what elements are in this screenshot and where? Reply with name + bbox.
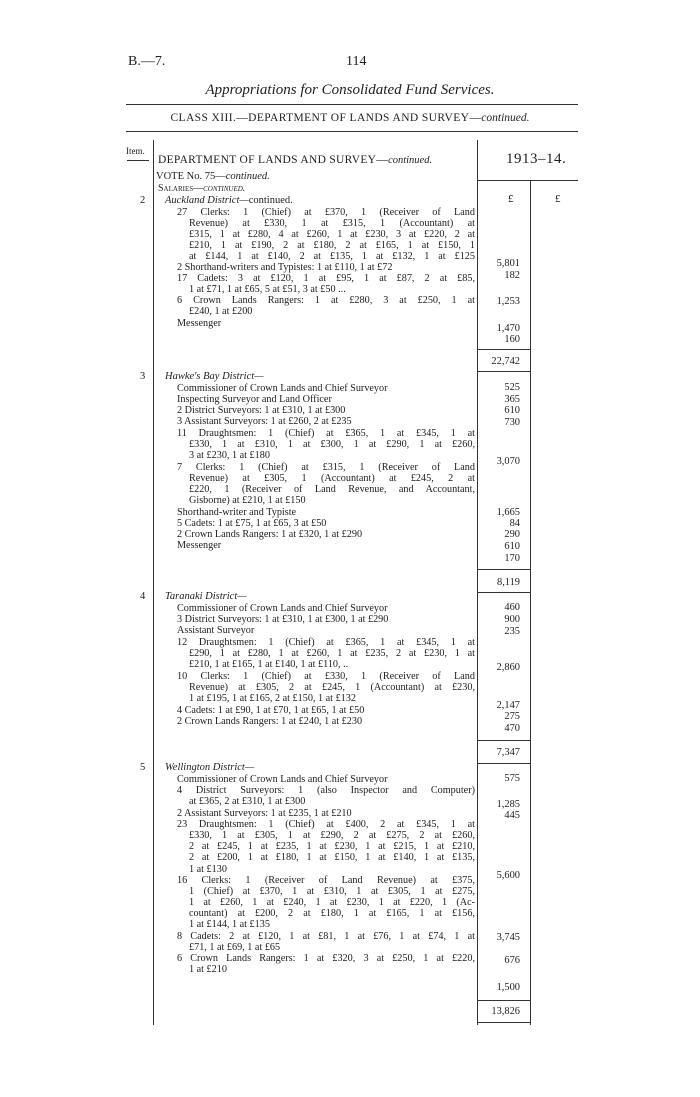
department-heading-main: DEPARTMENT OF LANDS AND SURVEY— bbox=[158, 154, 389, 166]
line-item: 6 Crown Lands Rangers: 1 at £280, 3 at £250, 1 at bbox=[177, 295, 475, 306]
line-item: 1 at £195, 1 at £165, 2 at £150, 1 at £132 bbox=[189, 693, 356, 704]
amount: 275 bbox=[504, 711, 520, 722]
item-column-header: Item. bbox=[126, 146, 145, 156]
district-name: Auckland District— bbox=[165, 195, 249, 206]
line-item: £210, 1 at £190, 2 at £180, 2 at £165, 1 at £150, 1 bbox=[189, 240, 475, 251]
amount: 3,745 bbox=[496, 932, 520, 943]
line-item: Gisborne) at £210, 1 at £150 bbox=[189, 495, 306, 506]
salaries-heading-main: Salaries— bbox=[158, 183, 204, 194]
district-total: 22,742 bbox=[491, 356, 520, 367]
class-title-main: CLASS XIII.—DEPARTMENT OF LANDS AND SURVEY— bbox=[170, 112, 482, 124]
line-item: Inspecting Surveyor and Land Officer bbox=[177, 394, 332, 405]
line-item: £71, 1 at £69, 1 at £65 bbox=[189, 942, 281, 953]
line-item: 7 Clerks: 1 (Chief) at £315, 1 (Receiver of Land bbox=[177, 462, 475, 473]
subtotal-rule bbox=[478, 569, 530, 570]
line-item: £290, 1 at £280, 1 at £260, 1 at £235, 2 at £230, 1 at bbox=[189, 648, 475, 659]
amount: 2,147 bbox=[496, 700, 520, 711]
department-heading-continued: continued. bbox=[388, 155, 433, 166]
amount: 610 bbox=[504, 405, 520, 416]
amount: 730 bbox=[504, 417, 520, 428]
item-number: 2 bbox=[140, 195, 146, 206]
line-item: 1 at £71, 1 at £65, 5 at £51, 3 at £50 ... bbox=[189, 284, 346, 295]
line-item: Messenger bbox=[177, 318, 222, 329]
title-rule bbox=[126, 104, 578, 105]
amount: 3,070 bbox=[496, 456, 520, 467]
line-item: 3 at £230, 1 at £180 bbox=[189, 450, 270, 461]
line-item: at £365, 2 at £310, 1 at £300 bbox=[189, 796, 306, 807]
amount-column-mid-rule bbox=[530, 180, 531, 1025]
amount: 1,253 bbox=[496, 296, 520, 307]
amount: 676 bbox=[504, 955, 520, 966]
line-item: 4 District Surveyors: 1 (also Inspector and Computer) bbox=[177, 785, 475, 796]
district-name-continued: continued. bbox=[248, 195, 293, 206]
amount: 365 bbox=[504, 394, 520, 405]
amount: 575 bbox=[504, 773, 520, 784]
line-item: 17 Cadets: 3 at £120, 1 at £95, 1 at £87, 2 at £85, bbox=[177, 273, 475, 284]
line-item: Revenue) at £305, 2 at £245, 1 (Accountant) at £230, bbox=[189, 682, 475, 693]
subtotal-rule bbox=[478, 740, 530, 741]
amount: 160 bbox=[504, 334, 520, 345]
vote-heading-continued: continued. bbox=[225, 171, 270, 182]
line-item: Revenue) at £330, 1 at £315, 1 (Accountant) at bbox=[189, 218, 475, 229]
line-item: Messenger bbox=[177, 540, 222, 551]
amount: 170 bbox=[504, 553, 520, 564]
line-item: 27 Clerks: 1 (Chief) at £370, 1 (Receiver of Land bbox=[177, 207, 475, 218]
line-item: Commissioner of Crown Lands and Chief Surveyor bbox=[177, 383, 388, 394]
line-item: 2 Crown Lands Rangers: 1 at £240, 1 at £230 bbox=[177, 716, 363, 727]
salaries-heading-continued: continued. bbox=[203, 183, 246, 194]
class-title bbox=[0, 112, 700, 124]
district-total: 7,347 bbox=[496, 747, 520, 758]
line-item: 3 District Surveyors: 1 at £310, 1 at £300, 1 at £290 bbox=[177, 614, 389, 625]
line-item: 10 Clerks: 1 (Chief) at £330, 1 (Receiver of Land bbox=[177, 671, 475, 682]
line-item: Shorthand-writer and Typiste bbox=[177, 507, 297, 518]
district-name: Hawke's Bay District— bbox=[165, 371, 264, 382]
line-item: 3 Assistant Surveyors: 1 at £260, 2 at £235 bbox=[177, 416, 352, 427]
line-item: £315, 1 at £280, 4 at £260, 1 at £230, 3 at £220, 2 at bbox=[189, 229, 475, 240]
line-item: 2 Assistant Surveyors: 1 at £235, 1 at £210 bbox=[177, 808, 352, 819]
currency-symbol-col1: £ bbox=[508, 193, 514, 205]
line-item: 1 at £130 bbox=[189, 864, 227, 875]
item-header-rule bbox=[127, 160, 149, 161]
amount: 290 bbox=[504, 529, 520, 540]
line-item: £220, 1 (Receiver of Land Revenue, and Accountant, bbox=[189, 484, 475, 495]
subtotal-rule bbox=[478, 592, 530, 593]
line-item: countant) at £200, 2 at £180, 1 at £165, 1 at £156, bbox=[189, 908, 475, 919]
amount: 610 bbox=[504, 541, 520, 552]
page-title: Appropriations for Consolidated Fund Services. bbox=[205, 82, 495, 98]
amount: 235 bbox=[504, 626, 520, 637]
line-item: £330, 1 at £310, 1 at £300, 1 at £290, 1 at £260, bbox=[189, 439, 475, 450]
department-heading bbox=[158, 154, 432, 166]
subtotal-rule bbox=[478, 371, 530, 372]
subtotal-rule bbox=[478, 1022, 530, 1023]
item-column-rule bbox=[153, 140, 154, 1025]
line-item: 1 at £210 bbox=[189, 964, 227, 975]
subtotal-rule bbox=[478, 1000, 530, 1001]
line-item: Revenue) at £305, 1 (Accountant) at £245, 2 at bbox=[189, 473, 475, 484]
amount-column-left-rule bbox=[477, 140, 478, 1025]
district-total: 13,826 bbox=[491, 1006, 520, 1017]
amount: 470 bbox=[504, 723, 520, 734]
line-item: 2 District Surveyors: 1 at £310, 1 at £300 bbox=[177, 405, 346, 416]
amount: 1,470 bbox=[496, 323, 520, 334]
salaries-heading bbox=[158, 183, 245, 194]
line-item: £330, 1 at £305, 1 at £290, 2 at £275, 2 at £260, bbox=[189, 830, 475, 841]
line-item: 23 Draughtsmen: 1 (Chief) at £400, 2 at £345, 1 at bbox=[177, 819, 475, 830]
amount: 5,801 bbox=[496, 258, 520, 269]
line-item: 2 at £200, 1 at £180, 1 at £150, 1 at £140, 1 at £135, bbox=[189, 852, 475, 863]
line-item: 1 at £144, 1 at £135 bbox=[189, 919, 270, 930]
line-item: 2 at £245, 1 at £235, 1 at £230, 1 at £215, 1 at £210, bbox=[189, 841, 475, 852]
line-item: 1 (Chief) at £370, 1 at £310, 1 at £305, 1 at £275, bbox=[189, 886, 475, 897]
class-title-continued: continued. bbox=[481, 112, 530, 124]
item-number: 5 bbox=[140, 762, 146, 773]
line-item: 1 at £260, 1 at £240, 1 at £230, 1 at £220, 1 (Ac- bbox=[189, 897, 475, 908]
district-name: Taranaki District— bbox=[165, 591, 247, 602]
amount: 2,860 bbox=[496, 662, 520, 673]
amount: 84 bbox=[509, 518, 520, 529]
line-item: 2 Shorthand-writers and Typistes: 1 at £110, 1 at £72 bbox=[177, 262, 393, 273]
amount: 1,500 bbox=[496, 982, 520, 993]
amount: 1,285 bbox=[496, 799, 520, 810]
line-item: at £144, 1 at £140, 2 at £135, 1 at £132, 1 at £125 bbox=[189, 251, 475, 262]
line-item: 5 Cadets: 1 at £75, 1 at £65, 3 at £50 bbox=[177, 518, 327, 529]
amount: 1,665 bbox=[496, 507, 520, 518]
line-item: 6 Crown Lands Rangers: 1 at £320, 3 at £250, 1 at £220, bbox=[177, 953, 475, 964]
line-item: £240, 1 at £200 bbox=[189, 306, 253, 317]
line-item: Commissioner of Crown Lands and Chief Surveyor bbox=[177, 774, 388, 785]
line-item: £210, 1 at £165, 1 at £140, 1 at £110, .. bbox=[189, 659, 349, 670]
amount: 182 bbox=[504, 270, 520, 281]
line-item: 11 Draughtsmen: 1 (Chief) at £365, 1 at £345, 1 at bbox=[177, 428, 475, 439]
class-rule bbox=[126, 131, 578, 132]
line-item: 2 Crown Lands Rangers: 1 at £320, 1 at £290 bbox=[177, 529, 363, 540]
amount: 525 bbox=[504, 382, 520, 393]
page-number: 114 bbox=[346, 54, 367, 69]
district-heading bbox=[165, 195, 293, 206]
district-name: Wellington District— bbox=[165, 762, 255, 773]
line-item: Assistant Surveyor bbox=[177, 625, 255, 636]
currency-symbol-col2: £ bbox=[555, 193, 561, 205]
year-header-rule bbox=[478, 180, 578, 181]
item-number: 4 bbox=[140, 591, 146, 602]
line-item: 8 Cadets: 2 at £120, 1 at £81, 1 at £76, 1 at £74, 1 at bbox=[177, 931, 475, 942]
subtotal-rule bbox=[478, 763, 530, 764]
amount: 5,600 bbox=[496, 870, 520, 881]
amount: 900 bbox=[504, 614, 520, 625]
line-item: 4 Cadets: 1 at £90, 1 at £70, 1 at £65, 1 at £50 bbox=[177, 705, 365, 716]
line-item: 12 Draughtsmen: 1 (Chief) at £365, 1 at £345, 1 at bbox=[177, 637, 475, 648]
district-total: 8,119 bbox=[497, 577, 520, 588]
amount: 460 bbox=[504, 602, 520, 613]
year-header: 1913–14. bbox=[506, 151, 567, 167]
subtotal-rule bbox=[478, 349, 530, 350]
line-item: Commissioner of Crown Lands and Chief Surveyor bbox=[177, 603, 388, 614]
amount: 445 bbox=[504, 810, 520, 821]
vote-heading bbox=[156, 171, 270, 182]
line-item: 16 Clerks: 1 (Receiver of Land Revenue) at £375, bbox=[177, 875, 475, 886]
page-reference: B.—7. bbox=[128, 54, 166, 69]
item-number: 3 bbox=[140, 371, 146, 382]
vote-heading-main: VOTE No. 75— bbox=[156, 171, 226, 182]
